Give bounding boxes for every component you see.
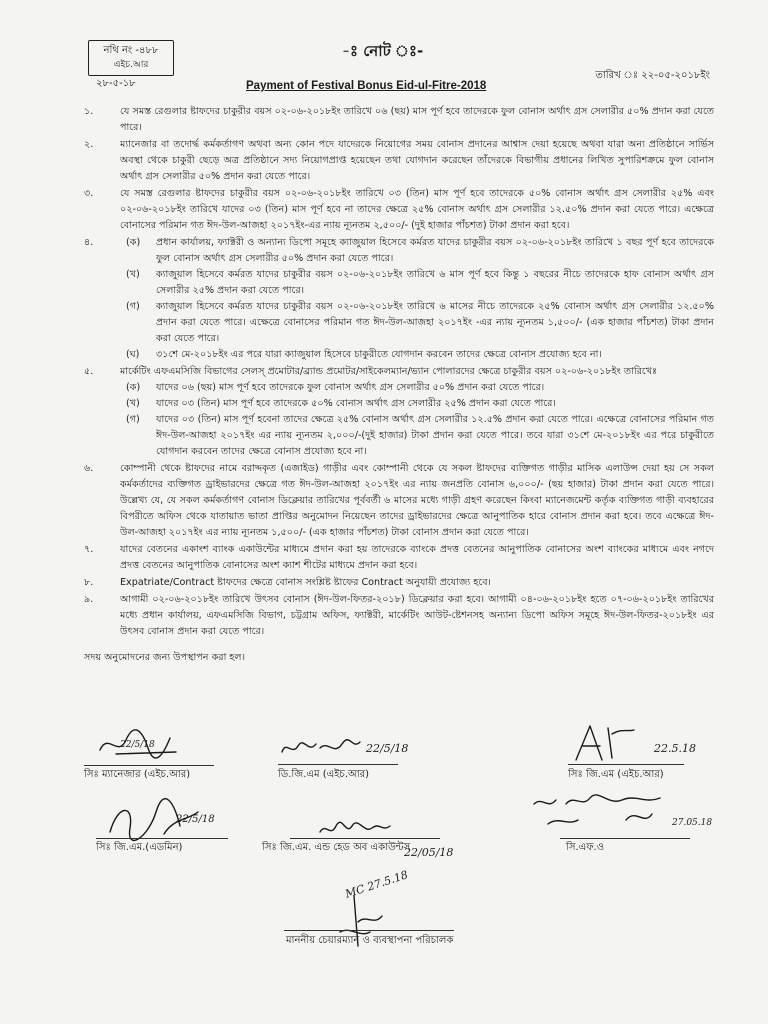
signatory-gm-accounts: সিঃ জি.এম. এন্ড হেড অব একাউন্টস <box>262 842 411 853</box>
item-number: ১. <box>84 106 94 117</box>
sub-item-number: (ঘ) <box>126 349 140 360</box>
item-text: যে সমস্ত রেগুলার ষ্টাফদের চাকুরীর বয়স ০২-০৬-২০১৮ইং তারিখে ০৬ (ছয়) মাস পূর্ণ হবে তাদেরকে ফুল বোনাস অর্থাৎ গ্রস সেলারীর ৫০% প্রদান করা যেতে পারে। <box>120 106 714 133</box>
sub-item-number: (খ) <box>126 398 140 409</box>
sub-item-text: যাদের ০৬ (ছয়) মাস পূর্ণ হবে তাদেরকে ফুল বোনাস অর্থাৎ গ্রস সেলারীর ৫০% প্রদান করা যেতে পারে। <box>156 382 545 393</box>
sub-item-number: (গ) <box>126 301 140 312</box>
item-number: ৪. <box>84 237 94 248</box>
sub-item <box>120 347 714 363</box>
gm-admin-signature-date: 22/5/18 <box>176 814 215 825</box>
file-date: ২৮-৫-১৮ <box>96 78 136 89</box>
note-item <box>84 186 714 234</box>
cfo-signature <box>528 792 708 842</box>
sub-item-text: প্রধান কার্যালয়, ফ্যাক্টরী ও অন্যান্য ডিপো সমূহে ক্যাজুয়াল হিসেবে কর্মরত যাদের চাকুরীর বয়স ০২-০৬-২০১৮ইং তারিখে ১ বছর পূর্ণ হবে তাদেরকে ফুল বোনাস অর্থাৎ গ্রস সেলারীর ৫০% প্রদান করা যেতে পারে। <box>156 237 714 264</box>
signatory-manager-hr: সিঃ ম্যানেজার (এইচ.আর) <box>84 769 191 780</box>
note-item <box>84 542 714 574</box>
signatory-gm-hr: সিঃ জি.এম (এইচ.আর) <box>568 769 664 780</box>
signatory-gm-admin: সিঃ জি.এম.(এডমিন) <box>96 842 183 853</box>
document-title: Payment of Festival Bonus Eid-ul-Fitre-2018 <box>246 80 487 92</box>
note-title: -ঃ নোট ঃ- <box>342 42 424 60</box>
sub-item-number: (ক) <box>126 382 141 393</box>
md-signature-date: MC 27.5.18 <box>343 868 410 901</box>
sub-item-number: (খ) <box>126 269 140 280</box>
item-number: ৩. <box>84 188 94 199</box>
sub-item <box>120 267 714 299</box>
manager-signature-date: 22/5/18 <box>120 740 155 750</box>
note-item <box>84 461 714 541</box>
item-number: ৬. <box>84 463 94 474</box>
signature-line <box>84 765 214 766</box>
cfo-signature-date: 27.05.18 <box>672 818 713 828</box>
sub-item-number: (ক) <box>126 237 141 248</box>
signature-line <box>96 838 228 839</box>
file-number: নথি নং -৪৮৮ <box>103 45 159 56</box>
document-date: তারিখ ঃ ২২-০৫-২০১৮ইং <box>595 70 710 81</box>
note-item <box>84 592 714 640</box>
sub-item <box>120 380 714 396</box>
item-text: যাদের বেতনের একাংশ ব্যাংক একাউন্টের মাধ্যমে প্রদান করা হয় তাদেরকে ব্যাংকে প্রদত্ত বেতনের আনুপাতিক বোনাসের অংশ ব্যাংকের মাধ্যমে এবং নগদে প্রদত্ত বেতনের আনুপাতিক বোনাসের অংশ ক্যাশ শীটের মাধ্যমে প্রদান করা হবে। <box>120 544 714 571</box>
signatory-cfo: সি.এফ.ও <box>566 842 605 853</box>
signatory-dgm-hr: ডি.জি.এম (এইচ.আর) <box>278 769 370 780</box>
item-text: Expatriate/Contract ষ্টাফদের ক্ষেত্রে বোনাস সংশ্লিষ্ট ষ্টাফের Contract অনুযায়ী প্রযোজ্য হবে। <box>120 577 491 588</box>
signature-line <box>278 764 398 765</box>
item-text: যে সমস্ত রেগুলার ষ্টাফদের চাকুরীর বয়স ০২-০৬-২০১৮ইং তারিখে ০৩ (তিন) মাস পূর্ণ হবে তাদেরকে ৫০% বোনাস অর্থাৎ গ্রস সেলারীর ২৫% এবং ০২-০৬-২০১৮ইং তারিখে যাদের ০৩ (তিন) মাস পূর্ণ হবে না তাদের ক্ষেত্রে ২৫% বোনাস অর্থাৎ গ্রস সেলারীর ১২.৫০% প্রদান করা যেতে পারে। এক্ষেত্রে বোনাসের পরিমান গত ঈদ-উল-আজহা ২০১৭ইং-এর ন্যায় ন্যূনতম ২,৫০০/- (দুই হাজার পাঁচশত) টাকা প্রদান করা হবে। <box>120 188 714 231</box>
gm-hr-signature-date: 22.5.18 <box>654 742 696 755</box>
item-number: ৯. <box>84 594 94 605</box>
note-item <box>84 364 714 460</box>
closing-line: সদয় অনুমোদনের জন্য উপস্থাপন করা হল। <box>84 652 246 663</box>
sub-item-text: যাদের ০৩ (তিন) মাস পূর্ণ হবেনা তাদের ক্ষেত্রে ২৫% বোনাস অর্থাৎ গ্রস সেলারীর ১২.৫% প্রদান করা যেতে পারে। এক্ষেত্রে বোনাসের পরিমান গত ঈদ-উল-আজহা ২০১৭ইং এর ন্যায় ন্যূনতম ২,০০০/-(দুই হাজার) টাকা প্রদান করা যেতে পারে। তবে যারা ৩১শে মে-২০১৮ইং এর পরে চাকুরীতে যোগদান করবেন তাদের ক্ষেত্রে বোনাস প্রযোজ্য হবে না। <box>156 414 714 457</box>
signatory-chairman-md: মাননীয় চেয়ারম্যান ও ব্যবস্থাপনা পরিচালক <box>286 935 454 946</box>
note-item <box>84 137 714 185</box>
item-text: আগামী ০২-০৬-২০১৮ইং তারিখে উৎসব বোনাস (ঈদ-উল-ফিতর-২০১৮) ডিক্লেয়ার করা হবে। আগামী ০৪-০৬-২০১৮ইং হতে ০৭-০৬-২০১৮ইং তারিখের মধ্যে প্রধান কার্যালয়, এফএমসিজি বিভাগ, চট্টগ্রাম অফিস, ফ্যাক্টরী, মার্কেটিং আউট-ষ্টেশনসহ অন্যান্য ডিপো অফিস সমূহে ঈদ-উল-ফিতর-২০১৮ইং এর উৎসব বোনাস প্রদান করা যেতে পারে। <box>120 594 714 637</box>
note-item <box>84 235 714 363</box>
file-department: এইচ.আর <box>113 60 149 70</box>
dgm-signature-date: 22/5/18 <box>366 742 409 755</box>
item-number: ২. <box>84 139 94 150</box>
sub-item-text: ৩১শে মে-২০১৮ইং এর পরে যারা ক্যাজুয়াল হিসেবে চাকুরীতে যোগদান করবেন তাদের ক্ষেত্রে বোনাস প্রযোজ্য হবে না। <box>156 349 602 360</box>
sub-item <box>120 412 714 460</box>
sub-item <box>120 235 714 267</box>
sub-item-text: ক্যাজুয়াল হিসেবে কর্মরত যাদের চাকুরীর বয়স ০২-০৬-২০১৮ইং তারিখে ৬ মাসের নীচে তাদেরকে ২৫% বোনাস অর্থাৎ গ্রস সেলারীর ১২.৫০% প্রদান করা যেতে পারে। এক্ষেত্রে বোনাসের পরিমান গত ঈদ-উল-আজহা ২০১৭ইং -এর ন্যায় ন্যূনতম ১,৫০০/- (এক হাজার পাঁচশত) টাকা প্রদান করা যেতে পারে। <box>156 301 714 344</box>
sub-item-text: যাদের ০৩ (তিন) মাস পূর্ণ হবে তাদেরকে ৫০% বোনাস অর্থাৎ গ্রস সেলারীর ২৫% প্রদান করা যেতে পারে। <box>156 398 556 409</box>
sub-item-number: (গ) <box>126 414 140 425</box>
note-item <box>84 575 714 591</box>
item-number: ৭. <box>84 544 94 555</box>
signature-line <box>284 930 454 931</box>
item-text: মার্কেটিং এফএমসিজি বিভাগের সেলস্ প্রমোটার/ব্র্যান্ড প্রমোটর/সাইকেলম্যান/ভ্যান পোলারদের ক্ষেত্রে চাকুরীর বয়স ০২-০৬-২০১৮ইং তারিখেঃ <box>120 366 658 377</box>
note-item <box>84 104 714 136</box>
gm-hr-signature <box>568 720 648 766</box>
signature-line <box>560 838 690 839</box>
item-text: ম্যানেজার বা তদোর্দ্ধ কর্মকর্তাগণ অথবা অন্য কোন পদে যাদেরকে নিয়োগের সময় বোনাস প্রদানের আশ্বাস দেয়া হয়েছে অথবা যারা অন্য প্রতিষ্ঠানে সার্ভিস অবস্থা থেকে চাকুরী ছেড়ে অত্র প্রতিষ্ঠানে সদ্য নিয়োগপ্রাপ্ত হয়েছেন তথা যোগদান করেছেন তাঁদেরকে বিভাগীয় প্রধানের লিখিত সুপারিশক্রমে ফুল বোনাস অর্থাৎ গ্রস সেলারীর ৫০% প্রদান করা যেতে পারে। <box>120 139 714 182</box>
signature-line <box>290 838 440 839</box>
item-number: ৫. <box>84 366 94 377</box>
dgm-signature <box>278 736 368 762</box>
item-text: কোম্পানী থেকে ষ্টাফদের নামে বরাদ্দকৃত (এজাইড) গাড়ীর এবং কোম্পানী থেকে যে সকল ষ্টাফদের ব্যক্তিগত গাড়ীর মাসিক এলাউন্স দেয়া হয় সে সকল কর্মকর্তাদের ব্যক্তিগত ড্রাইভারদের ক্ষেত্রে গত ঈদ-উল-আজহা ২০১৭ইং এর ন্যায় জনপ্রতি বোনাস ৬,০০০/- (ছয় হাজার) টাকা প্রদান করা যেতে পারে। উল্লেখ্য যে, যে সকল কর্মকর্তাগণ বোনাস ডিক্লেয়ার তারিখের পূর্ববর্তী ৬ মাসের মধ্যে গাড়ী গ্রহণ করেছেন কিংবা ম্যানেজমেন্ট কর্তৃক ব্যক্তিগত গাড়ী ব্যবহারের বিপরীতে অফিস থেকে যাতায়াত ভাতা প্রাপ্তির অনুমোদন নিয়েছেন তাদের ড্রাইভারদের ক্ষেত্রে আনুপাতিক হারে বোনাস প্রদান করা হবে। তবে এক্ষেত্রে ঈদ-উল-আজহা ২০১৭ইং এর ন্যায় ন্যূনতম ১,৫০০/- (এক হাজার পাঁচশত) টাকা বোনাস প্রদান করা যেতে পারে। <box>120 463 714 538</box>
sub-item <box>120 396 714 412</box>
item-number: ৮. <box>84 577 94 588</box>
signature-line <box>568 764 684 765</box>
note-body <box>84 104 714 666</box>
sub-item <box>120 299 714 347</box>
file-number-box <box>88 40 174 76</box>
sub-item-text: ক্যাজুয়াল হিসেবে কর্মরত যাদের চাকুরীর বয়স ০২-০৬-২০১৮ইং তারিখে ৬ মাস পূর্ণ হবে কিন্তু ১ বছরের নীচে তাদেরকে হাফ বোনাস অর্থাৎ গ্রস সেলারীর ২৫% প্রদান করা যেতে পারে। <box>156 269 714 296</box>
accounts-signature-date: 22/05/18 <box>404 846 454 859</box>
